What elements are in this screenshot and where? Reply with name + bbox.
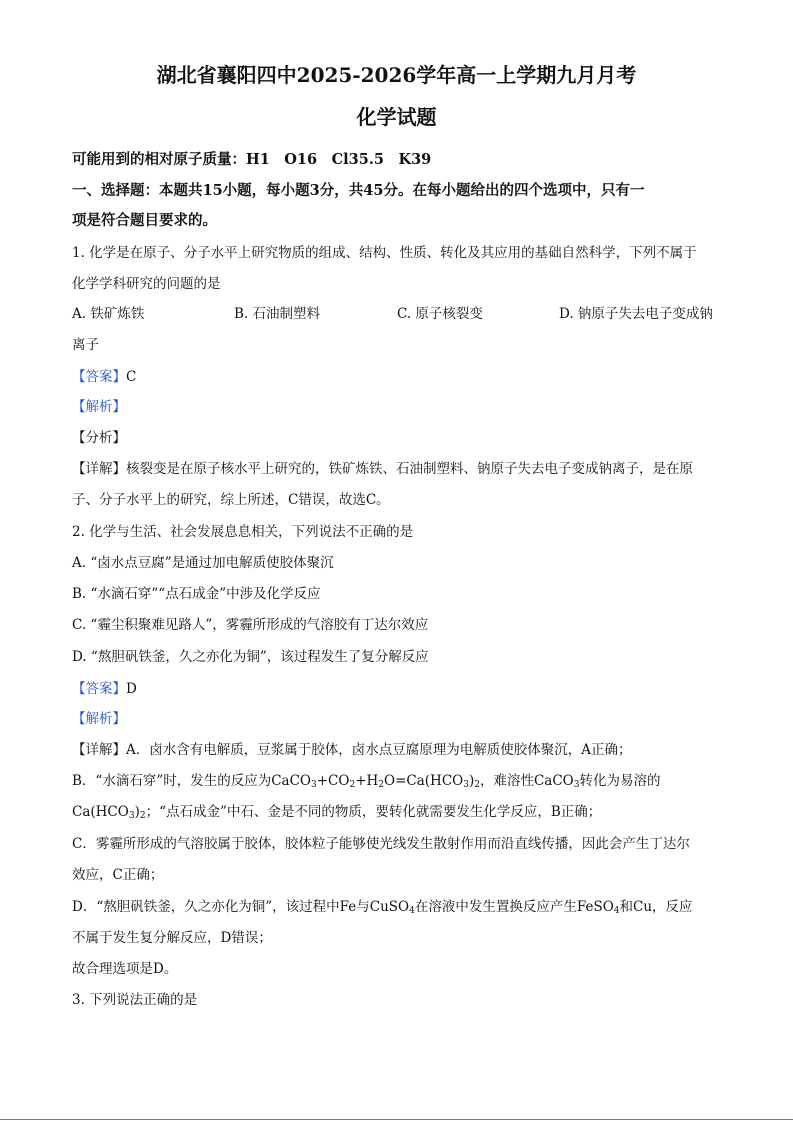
text-segment: Ca(HCO	[72, 804, 129, 820]
answer-label: 【答案】	[72, 369, 126, 385]
answer-label: 【答案】	[72, 681, 126, 697]
q1-stem-line1: 1. 化学是在原子、分子水平上研究物质的组成、结构、性质、转化及其应用的基础自然科学，下列不属于	[72, 245, 697, 261]
atomic-mass-note: 可能用到的相对原子质量：H1 O16 Cl35.5 K39	[72, 151, 432, 168]
q2-detail-a	[72, 740, 721, 760]
subscript: 3	[128, 811, 135, 821]
subscript: 4	[409, 906, 415, 916]
section-header-line1: 一、选择题：本题共15小题，每小题3分，共45分。在每小题给出的四个选项中，只有一	[72, 182, 645, 199]
text-segment: +H	[355, 773, 379, 789]
q2-answer-value: D	[126, 681, 137, 697]
q1-option-c: C. 原子核裂变	[397, 306, 483, 322]
q2-detail-c-line1: C．雾霾所形成的气溶胶属于胶体，胶体粒子能够使光线发生散射作用而沿直线传播，因此会产生丁达尔	[72, 836, 690, 852]
text-segment: 转化为易溶的	[579, 773, 661, 789]
q1-stem-line2: 化学学科研究的问题的是	[72, 276, 221, 292]
exam-subtitle: 化学试题	[356, 105, 437, 129]
subscript: 2	[474, 780, 480, 790]
text-segment: 和Cu，反应	[619, 899, 693, 915]
subscript: 3	[463, 780, 469, 790]
q2-option-d: D. “熬胆矾铁釜，久之亦化为铜”，该过程发生了复分解反应	[72, 649, 429, 665]
q2-detail-d-line2: 不属于发生复分解反应，D错误；	[72, 930, 272, 946]
q1-option-d-continued: 离子	[72, 337, 99, 353]
text-segment: +CO	[316, 773, 350, 789]
text-segment: D．“熬胆矾铁釜，久之亦化为铜”，该过程中Fe与CuSO	[72, 899, 410, 915]
q1-option-b: B. 石油制塑料	[234, 306, 321, 322]
text-segment: O=Ca(HCO	[384, 773, 464, 789]
q2-answer	[72, 679, 721, 699]
q1-explain-label: 【解析】	[72, 399, 126, 415]
q1-detail-line2: 子、分子水平上的研究，综上所述，C错误，故选C。	[72, 492, 390, 508]
q2-detail-b-line2	[72, 802, 721, 822]
subscript: 2	[139, 811, 146, 821]
q2-detail-d-line1	[72, 897, 721, 917]
subscript: 3	[311, 780, 317, 790]
section-header-line2: 项是符合题目要求的。	[72, 212, 217, 229]
exam-title: 湖北省襄阳四中2025-2026学年高一上学期九月月考	[156, 63, 637, 87]
text-segment: )	[134, 804, 140, 820]
text-segment: ，难溶性CaCO	[479, 773, 574, 789]
text-segment: 在溶液中发生置换反应产生FeSO	[414, 899, 614, 915]
q2-explain-label: 【解析】	[72, 711, 126, 727]
subscript: 3	[573, 780, 580, 790]
q2-detail-c-line2: 效应，C正确；	[72, 867, 164, 883]
text-segment: ；“点石成金”中石、金是不同的物质，要转化就需要发生化学反应，B正确；	[145, 804, 602, 820]
q1-analysis-label: 【分析】	[72, 430, 126, 446]
q2-detail-a-text: A．卤水含有电解质，豆浆属于胶体，卤水点豆腐原理为电解质使胶体聚沉，A正确；	[126, 742, 632, 758]
q2-option-c: C. “霾尘积聚难见路人”，雾霾所形成的气溶胶有丁达尔效应	[72, 617, 429, 633]
q1-answer-value: C	[126, 369, 137, 385]
q1-option-a: A. 铁矿炼铁	[72, 306, 145, 322]
detail-label: 【详解】	[72, 461, 126, 477]
q2-detail-b-line1	[72, 771, 721, 791]
q2-stem: 2. 化学与生活、社会发展息息相关，下列说法不正确的是	[72, 524, 414, 540]
detail-label: 【详解】	[72, 742, 126, 758]
text-segment: )	[468, 773, 475, 789]
q1-detail-text: 核裂变是在原子核水平上研究的，铁矿炼铁、石油制塑料、钠原子失去电子变成钠离子，是在原	[126, 461, 693, 477]
q2-option-b: B. “水滴石穿”“点石成金”中涉及化学反应	[72, 586, 321, 602]
q2-conclusion: 故合理选项是D。	[72, 961, 178, 977]
subscript: 2	[349, 780, 356, 790]
subscript: 4	[613, 906, 620, 916]
q3-stem: 3. 下列说法正确的是	[72, 992, 198, 1008]
subscript: 2	[378, 780, 385, 790]
q1-option-d: D. 钠原子失去电子变成钠	[559, 306, 713, 322]
page-bottom-divider	[0, 1119, 793, 1120]
text-segment: B．“水滴石穿”时，发生的反应为CaCO	[72, 773, 311, 789]
q1-answer	[72, 367, 721, 387]
q1-detail-line1	[72, 459, 721, 479]
q2-option-a: A. “卤水点豆腐”是通过加电解质使胶体聚沉	[72, 555, 334, 571]
